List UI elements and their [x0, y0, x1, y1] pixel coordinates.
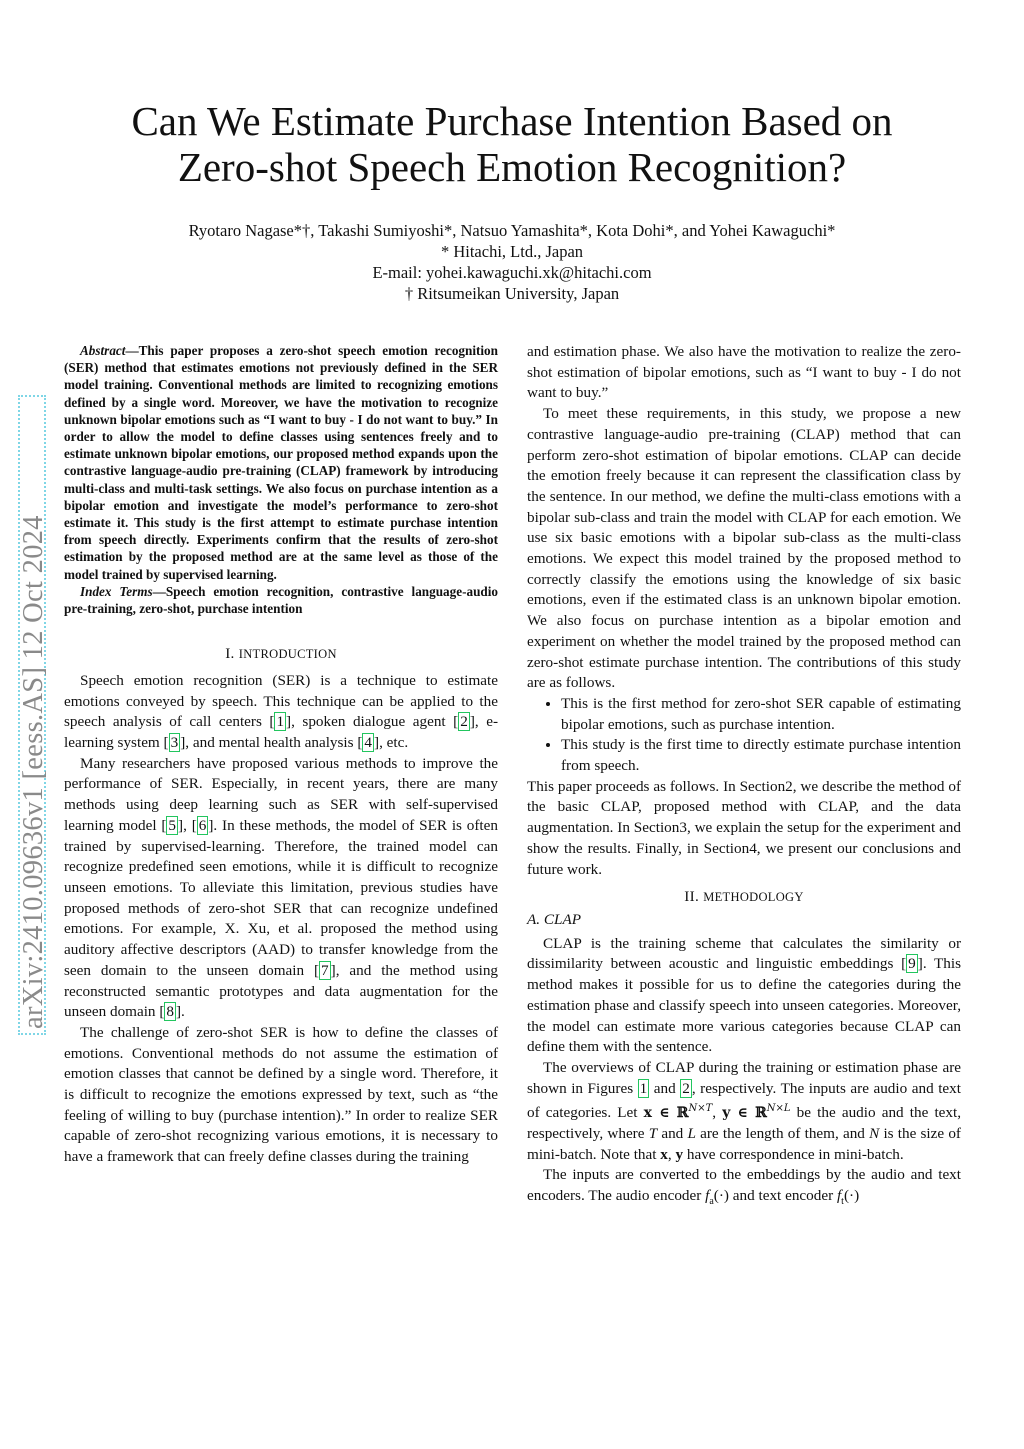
author-block: [60, 220, 964, 304]
citation-link[interactable]: 2: [460, 713, 468, 731]
right-paragraph-3: This paper proceeds as follows. In Section2, we describe the method of the basic CLAP, proposed method with CLAP, and the data augmentation. In Section3, we explain the setup for the experiment and show the results. Finally, in Section4, we present our conclusions and future work.: [527, 777, 961, 878]
intro-paragraph-3: The challenge of zero-shot SER is how to define the classes of emotions. Conventional methods do not assume the estimation of emotion classes that cannot be defined by a single word. Therefore, it is difficult to recognize the emotions expressed by text, such as “the feeling of willing to buy (purchase intention).” In order to realize SER capable of zero-shot recognizing various emotions, it is necessary to have a framework that can freely define classes during the training: [64, 1023, 498, 1166]
method-paragraph-2: The overviews of CLAP during the training or estimation phase are shown in Figures 1 and 2 , respectively. The inputs are audio and text of categories. Let x ∈ ℝ$^{N\times T}$, y ∈ ℝ$^{N\times L}$ be the audio and the text, respectively, where T and L are the length of them, and N is the size of mini-batch. Note that x, y have correspondence in mini-batch.: [527, 1058, 962, 1163]
citation-link[interactable]: 7: [321, 961, 329, 979]
arxiv-identifier-link[interactable]: arXiv:2410.09636v1 [eess.AS] 12 Oct 2024: [18, 395, 46, 1035]
figure-link[interactable]: 1: [639, 1079, 648, 1097]
left-column: [64, 342, 498, 1168]
abstract: [64, 342, 498, 583]
affiliation-ritsumeikan: † Ritsumeikan University, Japan: [404, 284, 620, 303]
right-paragraph-1: and estimation phase. We also have the motivation to realize the zero-shot estimation of bipolar emotions, such as “I want to buy - I do not want to buy.”: [527, 343, 961, 402]
citation-link[interactable]: 4: [364, 734, 372, 752]
abstract-text: —This paper proposes a zero-shot speech emotion recognition (SER) method that estimates emotions not previously defined in the SER model training. Conventional methods are limited to recognizing emotions defined by a single word. Moreover, we have the motivation to recognize unknown bipolar emotions such as “I want to buy - I do not want to buy.” In order to allow the model to define classes using sentences freely and to estimate unknown bipolar emotions, our proposed method expands upon the contrastive language-audio pre-training (CLAP) framework by introducing multi-class and multi-task settings. We also focus on purchase intention as a bipolar emotion and investigate the model’s performance to zero-shot estimate it. This study is the first attempt to estimate purchase intention from speech directly. Experiments confirm that the results of zero-shot estimation by the proposed method are at the same level as those of the model trained by supervised learning.: [64, 343, 498, 582]
list-item: • This study is the first time to directly estimate purchase intention from speech.: [561, 735, 961, 776]
intro-paragraph-2: Many researchers have proposed various methods to improve the performance of SER. Especially, in recent years, there are many methods using deep learning such as SER with self-supervised learning model [ 5 ], [ 6 ]. In these methods, the model of SER is often trained by supervised-learning. Therefore, the trained model can recognize predefined seen emotions, while it is difficult to recognize unseen emotions. To alleviate this limitation, previous studies have proposed methods of zero-shot SER that can recognize undefined emotions. For example, X. Xu, et al. proposed the method using auditory affective descriptors (AAD) to transfer knowledge from the seen domain to the unseen domain [ 7 ], and the method using reconstructed semantic prototypes and data augmentation for the unseen domain [ 8 ].: [64, 754, 499, 1021]
subsection-heading-clap: A. CLAP: [527, 910, 582, 928]
citation-link[interactable]: 3: [170, 734, 179, 752]
contribution-list: [527, 694, 961, 777]
title-line-1: Can We Estimate Purchase Intention Based on: [131, 98, 893, 144]
right-paragraph-2: To meet these requirements, in this study, we propose a new contrastive language-audio pre-training (CLAP) method that can perform zero-shot estimation of bipolar emotions. CLAP can decide the emotion freely because it can represent the classification class by the sentence. In our method, we define the multi-class emotions with a bipolar sub-class and train the model with CLAP for each emotion. We use six basic emotions with a bipolar sub-class as the multi-class emotions. We expect this model trained by the proposed method to correctly classify the emotions using the knowledge of six basic emotions, even if the estimated class is an unknown bipolar emotion. We also focus on purchase intention as a bipolar emotion and experiment on whether the model trained by the proposed method can zero-shot estimate purchase intention. The contributions of this study are as follows.: [527, 405, 961, 692]
paper-title: [90, 98, 934, 190]
figure-link[interactable]: 2: [682, 1079, 690, 1097]
index-terms: [64, 583, 498, 617]
intro-paragraph-1: Speech emotion recognition (SER) is a technique to estimate emotions conveyed by speech. This technique can be applied to the speech analysis of call centers [ 1 ], spoken dialogue agent [ 2 ], e-learning system [ 3 ], and mental health analysis [ 4 ], etc.: [64, 671, 498, 752]
abstract-label: Abstract: [80, 343, 126, 358]
contact-email: E-mail: yohei.kawaguchi.xk@hitachi.com: [372, 263, 652, 282]
section-heading-introduction: I. INTRODUCTION: [225, 645, 337, 663]
title-line-2: Zero-shot Speech Emotion Recognition?: [177, 144, 847, 190]
citation-link[interactable]: 9: [908, 955, 916, 973]
method-paragraph-1: CLAP is the training scheme that calculates the similarity or dissimilarity between acoustic and linguistic embeddings [ 9 ]. This method makes it possible for us to define the categories during the estimation phase and classify speech into unseen categories. Moreover, the model can estimate more various categories because CLAP can define them with the sentence.: [527, 934, 961, 1056]
affiliation-hitachi: * Hitachi, Ltd., Japan: [440, 242, 584, 261]
author-list: Ryotaro Nagase*†, Takashi Sumiyoshi*, Natsuo Yamashita*, Kota Dohi*, and Yohei Kawaguchi*: [188, 221, 836, 240]
list-item: • This is the first method for zero-shot SER capable of estimating bipolar emotions, such as purchase intention.: [561, 694, 961, 735]
citation-link[interactable]: 1: [276, 713, 285, 731]
index-terms-label: Index Terms: [80, 583, 153, 599]
index-terms-text: —Speech emotion recognition, contrastive language-audio pre-training, zero-shot, purchase intention: [64, 583, 498, 617]
right-column: [527, 342, 961, 1213]
citation-link[interactable]: 6: [198, 816, 207, 834]
method-paragraph-3: The inputs are converted to the embeddings by the audio and text encoders. The audio encoder $f_a(\cdot)$ and text encoder $f_t(\cdot)$: [527, 1166, 961, 1208]
citation-link[interactable]: 5: [168, 816, 177, 834]
section-heading-methodology: II. METHODOLOGY: [684, 888, 804, 906]
citation-link[interactable]: 8: [166, 1003, 174, 1021]
